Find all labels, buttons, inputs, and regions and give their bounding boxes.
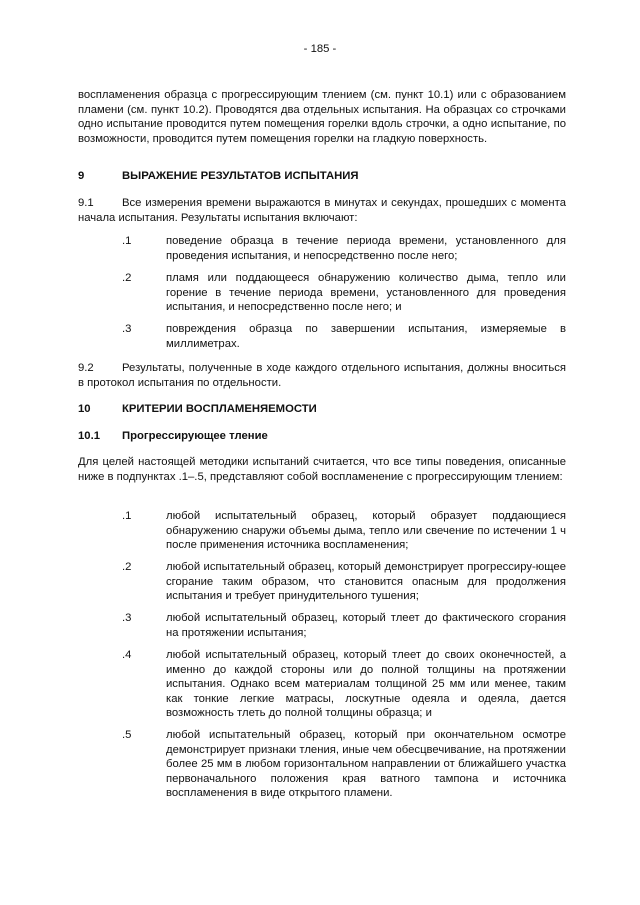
list-item-marker: .2: [122, 272, 132, 284]
list-item-marker: .5: [122, 729, 132, 741]
section-10-heading: [78, 402, 317, 417]
list-item-text: любой испытательный образец, который тлеет до своих оконечностей, а именно до каждой стороны или до полной толщины на протяжении испытания. Однако всем материалам толщиной 25 мм или менее, таким как тонкие легкие матрасы, лоскутные одеяла и одеяла, дается возможность тлеть до полной толщины образца; и: [166, 649, 566, 720]
list-item: [122, 728, 566, 801]
list-item: [122, 271, 566, 315]
section-9-heading: [78, 169, 359, 184]
list-item-text: любой испытательный образец, который тлеет до фактического сгорания на протяжении испытания;: [166, 612, 566, 639]
subsection-10-1-number: 10.1: [78, 430, 100, 442]
list-item-marker: .1: [122, 235, 132, 247]
paragraph-9-2: [78, 361, 566, 390]
subsection-10-1-heading: [78, 429, 268, 444]
section-9-title: ВЫРАЖЕНИЕ РЕЗУЛЬТАТОВ ИСПЫТАНИЯ: [122, 170, 359, 182]
list-item-marker: .3: [122, 323, 132, 335]
list-item: [122, 322, 566, 351]
list-item: [122, 509, 566, 553]
list-item-text: любой испытательный образец, который демонстрирует прогрессиру-ющее сгорание таким образом, что становится опасным для продолжения испытания и требует принудительного тушения;: [166, 561, 566, 603]
section-10-intro: Для целей настоящей методики испытаний считается, что все типы поведения, описанные ниже в подпунктах .1–.5, представляют собой воспламенение с прогрессирующим тлением:: [78, 456, 566, 483]
paragraph-9-1-number: 9.1: [78, 197, 94, 209]
list-item-marker: .1: [122, 510, 132, 522]
section-10-number: 10: [78, 403, 91, 415]
list-item-marker: .4: [122, 649, 132, 661]
subsection-10-1-title: Прогрессирующее тление: [122, 430, 268, 442]
paragraph-9-2-number: 9.2: [78, 362, 94, 374]
list-item-marker: .2: [122, 561, 132, 573]
list-item-text: любой испытательный образец, который при окончательном осмотре демонстрирует признаки тления, иные чем обесцвечивание, на протяжении более 25 мм в любом горизонтальном направлении от ближайшего участка первоначального положения края ватного тампона и источника воспламенения в виде открытого пламени.: [166, 729, 566, 800]
list-item-marker: .3: [122, 612, 132, 624]
page-number: - 185 -: [303, 43, 337, 55]
list-item-text: повреждения образца по завершении испытания, измеряемые в миллиметрах.: [166, 323, 566, 350]
section-9-number: 9: [78, 170, 85, 182]
list-item: [122, 611, 566, 640]
list-item: [122, 648, 566, 721]
paragraph-9-1-text: Все измерения времени выражаются в минутах и секундах, прошедших с момента начала испытания. Результаты испытания включают:: [78, 197, 566, 224]
section-10-title: КРИТЕРИИ ВОСПЛАМЕНЯЕМОСТИ: [122, 403, 317, 415]
paragraph-9-2-text: Результаты, полученные в ходе каждого отдельного испытания, должны вноситься в протокол испытания по отдельности.: [78, 362, 566, 389]
list-item-text: поведение образца в течение периода времени, установленного для проведения испытания, и непосредственно после него;: [166, 235, 566, 262]
list-item: [122, 560, 566, 604]
paragraph-9-1: [78, 196, 566, 225]
intro-paragraph: воспламенения образца с прогрессирующим тлением (см. пункт 10.1) или с образованием пламени (см. пункт 10.2). Проводятся два отдельных испытания. На образцах со строчками одно испытание проводится путем помещения горелки вдоль строчки, а одно испытание, по возможности, проводится путем помещения горелки на гладкую поверхность.: [78, 89, 566, 145]
list-item-text: пламя или поддающееся обнаружению количество дыма, тепло или горение в течение периода времени, установленного для проведения испытания, и непосредственно после него; и: [166, 272, 566, 314]
list-item-text: любой испытательный образец, который образует поддающиеся обнаружению снаружи объемы дыма, тепло или свечение по истечении 1 ч после применения источника воспламенения;: [166, 510, 566, 552]
list-item: [122, 234, 566, 263]
